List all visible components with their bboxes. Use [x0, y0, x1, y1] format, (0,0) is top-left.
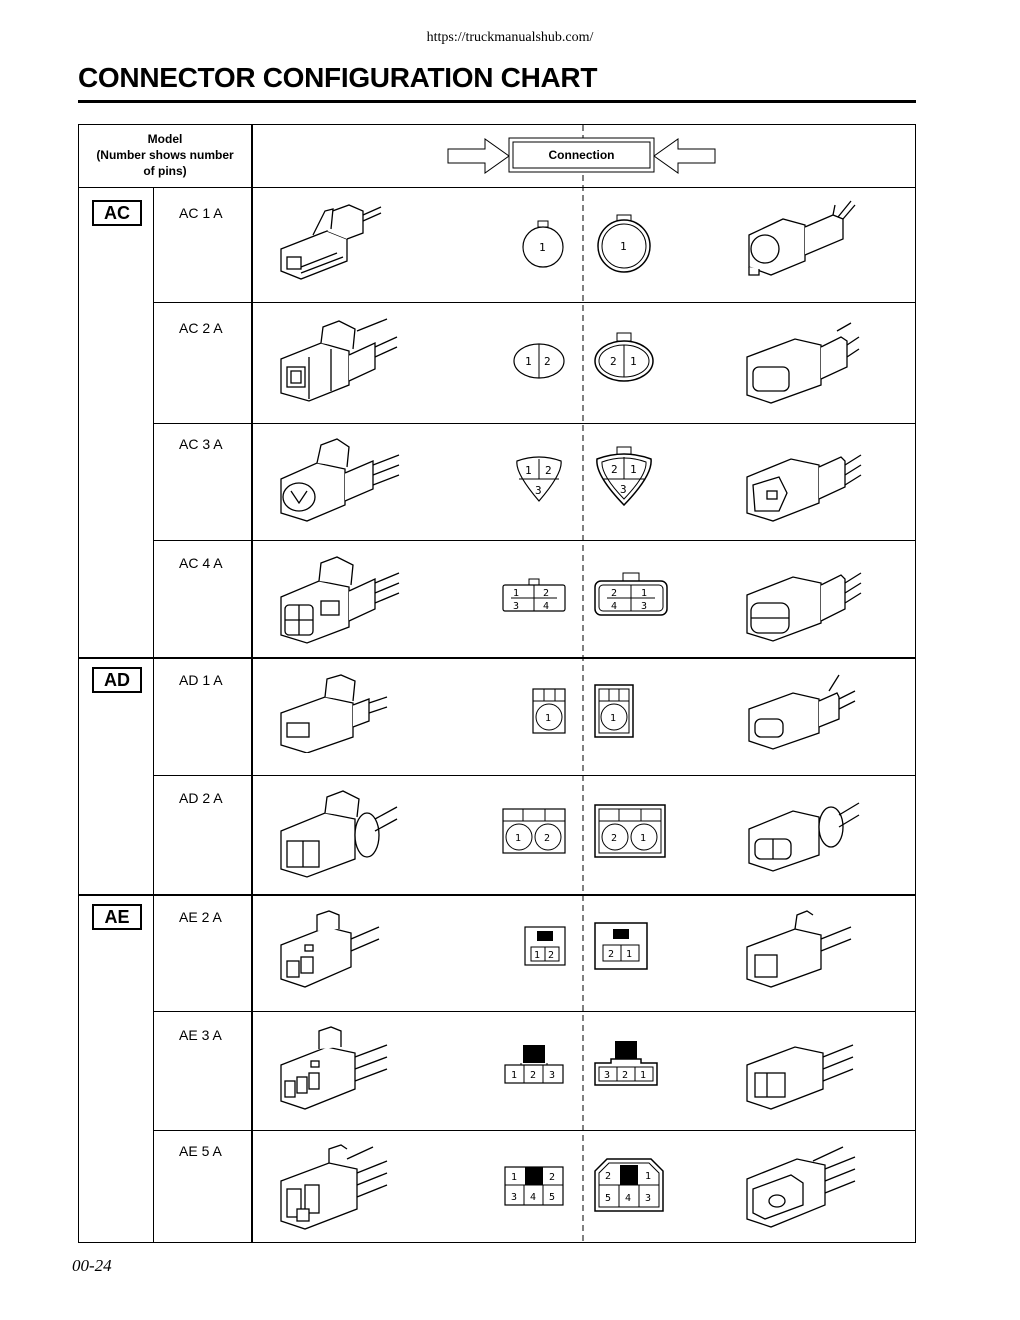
connection-centerline: [581, 125, 585, 1242]
svg-text:1: 1: [545, 713, 552, 724]
svg-text:2: 2: [608, 949, 615, 960]
svg-text:1: 1: [525, 464, 532, 477]
svg-text:3: 3: [511, 1192, 518, 1203]
svg-text:1: 1: [641, 588, 648, 599]
svg-text:4: 4: [625, 1193, 632, 1204]
svg-text:1: 1: [640, 1070, 647, 1081]
row-divider: [153, 540, 915, 541]
header-divider: [79, 187, 915, 188]
connector-male-illustration: [743, 665, 859, 751]
column-divider: [251, 125, 253, 1242]
svg-text:2: 2: [548, 950, 555, 961]
model-label: AC 3 A: [179, 436, 223, 452]
connector-male-illustration: [743, 907, 859, 991]
svg-text:1: 1: [620, 240, 627, 253]
pin-layout-female-ae5: [503, 1163, 565, 1209]
page-number: 00-24: [72, 1256, 112, 1275]
svg-text:2: 2: [605, 1171, 612, 1182]
svg-text:4: 4: [530, 1192, 537, 1203]
group-code-ae: AE: [92, 904, 142, 930]
svg-text:1: 1: [511, 1172, 518, 1183]
svg-text:3: 3: [513, 601, 520, 612]
pin-layout-male-ac4: [593, 571, 669, 619]
pin-layout-female-ac3: [511, 455, 567, 505]
pin-layout-female-ad1: [531, 687, 567, 735]
svg-text:1: 1: [626, 949, 633, 960]
pin-layout-female-ad2: [501, 807, 567, 855]
svg-text:2: 2: [530, 1070, 537, 1081]
connector-male-illustration: [743, 1023, 859, 1113]
pin-layout-male-ac1: [595, 213, 653, 275]
svg-text:2: 2: [611, 463, 618, 476]
model-label: AC 2 A: [179, 320, 223, 336]
pin-layout-male-ae5: [593, 1157, 665, 1213]
pin-layout-male-ae3: [593, 1037, 659, 1087]
model-label: AE 2 A: [179, 909, 222, 925]
connector-male-illustration: [743, 785, 863, 873]
pin-layout-male-ac2: [593, 331, 657, 383]
svg-text:1: 1: [539, 241, 546, 254]
pin-layout-female-ac4: [501, 577, 567, 615]
pin-layout-male-ad1: [593, 683, 635, 739]
model-label: AC 1 A: [179, 205, 223, 221]
pin-layout-male-ad2: [593, 803, 667, 859]
model-header-line: of pins): [143, 164, 187, 178]
svg-text:5: 5: [549, 1192, 556, 1203]
model-label: AE 5 A: [179, 1143, 222, 1159]
svg-text:4: 4: [543, 601, 550, 612]
svg-text:2: 2: [610, 355, 617, 368]
row-divider: [153, 302, 915, 303]
svg-text:3: 3: [641, 601, 648, 612]
svg-text:1: 1: [515, 833, 522, 844]
svg-text:1: 1: [610, 713, 617, 724]
svg-text:2: 2: [545, 464, 552, 477]
svg-text:3: 3: [645, 1193, 652, 1204]
model-label: AC 4 A: [179, 555, 223, 571]
svg-text:3: 3: [549, 1070, 556, 1081]
svg-text:2: 2: [622, 1070, 629, 1081]
model-header: [79, 131, 251, 179]
connector-female-illustration: [277, 201, 387, 281]
svg-text:1: 1: [645, 1171, 652, 1182]
connector-male-illustration: [743, 197, 863, 281]
svg-text:1: 1: [513, 588, 520, 599]
connector-male-illustration: [741, 433, 865, 523]
group-divider: [79, 894, 915, 896]
model-header-line: Model: [147, 132, 183, 146]
model-label: AE 3 A: [179, 1027, 222, 1043]
svg-text:1: 1: [640, 833, 647, 844]
connector-female-illustration: [277, 435, 403, 525]
svg-text:1: 1: [630, 355, 637, 368]
page-title: CONNECTOR CONFIGURATION CHART: [78, 62, 598, 93]
svg-text:2: 2: [611, 833, 618, 844]
connector-female-illustration: [277, 553, 403, 645]
svg-text:3: 3: [620, 483, 627, 496]
title-rule: [78, 100, 916, 103]
svg-text:2: 2: [543, 588, 550, 599]
connector-chart: [78, 124, 916, 1243]
pin-layout-male-ac3: [593, 445, 657, 507]
connector-female-illustration: [277, 789, 401, 881]
pin-layout-female-ae3: [503, 1041, 565, 1087]
model-header-line: (Number shows number: [96, 148, 234, 162]
svg-text:5: 5: [605, 1193, 612, 1204]
connector-female-illustration: [277, 1025, 393, 1113]
pin-layout-female-ac2: [511, 341, 567, 381]
svg-text:2: 2: [544, 355, 551, 368]
connection-label: Connection: [548, 148, 615, 162]
svg-text:1: 1: [630, 463, 637, 476]
row-divider: [153, 1130, 915, 1131]
pin-layout-female-ae2: [523, 925, 567, 967]
group-code-ad: AD: [92, 667, 142, 693]
row-divider: [153, 775, 915, 776]
connector-female-illustration: [277, 1139, 393, 1233]
model-label: AD 1 A: [179, 672, 223, 688]
group-column-divider: [153, 187, 154, 1242]
connector-male-illustration: [741, 315, 865, 405]
connector-female-illustration: [277, 909, 389, 991]
connector-female-illustration: [277, 317, 403, 405]
connector-female-illustration: [277, 671, 389, 753]
svg-text:4: 4: [611, 601, 618, 612]
group-divider: [79, 657, 915, 659]
svg-text:3: 3: [604, 1070, 611, 1081]
row-divider: [153, 423, 915, 424]
connector-male-illustration: [741, 551, 865, 643]
svg-text:2: 2: [549, 1172, 556, 1183]
svg-text:3: 3: [535, 484, 542, 497]
row-divider: [153, 1011, 915, 1012]
connector-male-illustration: [743, 1135, 861, 1231]
svg-text:1: 1: [511, 1070, 518, 1081]
svg-text:2: 2: [544, 833, 551, 844]
source-url[interactable]: https://truckmanualshub.com/: [426, 30, 594, 45]
model-label: AD 2 A: [179, 790, 223, 806]
pin-layout-female-ac1: [519, 219, 569, 273]
pin-layout-male-ae2: [593, 921, 649, 971]
svg-text:1: 1: [534, 950, 541, 961]
group-code-ac: AC: [92, 200, 142, 226]
svg-text:1: 1: [525, 355, 532, 368]
svg-text:2: 2: [611, 588, 618, 599]
